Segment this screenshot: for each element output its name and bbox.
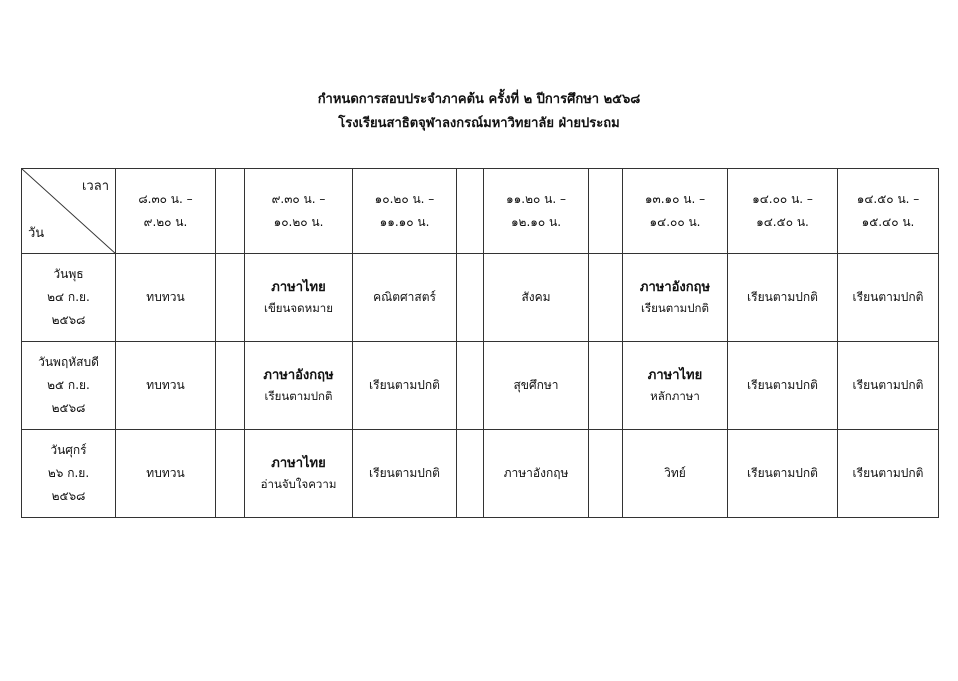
break-column [457, 254, 484, 342]
schedule-cell: เรียนตามปกติ [838, 430, 939, 518]
corner-cell [22, 169, 116, 254]
break-column [457, 342, 484, 430]
schedule-cell: ทบทวน [116, 254, 216, 342]
break-column [216, 169, 245, 254]
schedule-cell: เรียนตามปกติ [838, 342, 939, 430]
day-cell: วันศุกร์ ๒๖ ก.ย. ๒๕๖๘ [22, 430, 116, 518]
table-row [22, 342, 939, 430]
day-cell: วันพุธ ๒๔ ก.ย. ๒๕๖๘ [22, 254, 116, 342]
schedule-cell: ภาษาอังกฤษ เรียนตามปกติ [623, 254, 728, 342]
break-column [216, 254, 245, 342]
break-column [589, 254, 623, 342]
schedule-cell: ภาษาอังกฤษ เรียนตามปกติ [245, 342, 353, 430]
break-column [216, 342, 245, 430]
schedule-cell: ภาษาไทย อ่านจับใจความ [245, 430, 353, 518]
time-slot-header: ๑๔.๐๐ น. – ๑๔.๕๐ น. [728, 169, 838, 254]
schedule-cell: เรียนตามปกติ [353, 430, 457, 518]
table-row [22, 254, 939, 342]
break-column [457, 430, 484, 518]
break-column [457, 169, 484, 254]
time-slot-header: ๑๔.๕๐ น. – ๑๕.๔๐ น. [838, 169, 939, 254]
time-slot-header: ๘.๓๐ น. – ๙.๒๐ น. [116, 169, 216, 254]
day-label: วัน [28, 226, 45, 242]
time-slot-header: ๑๐.๒๐ น. – ๑๑.๑๐ น. [353, 169, 457, 254]
time-slot-header: ๑๑.๒๐ น. – ๑๒.๑๐ น. [484, 169, 589, 254]
schedule-cell: ทบทวน [116, 430, 216, 518]
time-slot-header: ๑๓.๑๐ น. – ๑๔.๐๐ น. [623, 169, 728, 254]
schedule-cell: ทบทวน [116, 342, 216, 430]
break-column [589, 169, 623, 254]
schedule-cell: วิทย์ [623, 430, 728, 518]
school-name: โรงเรียนสาธิตจุฬาลงกรณ์มหาวิทยาลัย ฝ่ายประถม [338, 116, 620, 131]
schedule-cell: ภาษาอังกฤษ [484, 430, 589, 518]
schedule-cell: เรียนตามปกติ [728, 342, 838, 430]
schedule-cell: ภาษาไทย หลักภาษา [623, 342, 728, 430]
schedule-cell: เรียนตามปกติ [728, 254, 838, 342]
schedule-cell: สุขศึกษา [484, 342, 589, 430]
time-slot-header: ๙.๓๐ น. – ๑๐.๒๐ น. [245, 169, 353, 254]
schedule-cell: เรียนตามปกติ [838, 254, 939, 342]
time-label: เวลา [81, 179, 109, 194]
break-column [589, 430, 623, 518]
break-column [216, 430, 245, 518]
schedule-cell: คณิตศาสตร์ [353, 254, 457, 342]
break-column [589, 342, 623, 430]
day-cell: วันพฤหัสบดี ๒๕ ก.ย. ๒๕๖๘ [22, 342, 116, 430]
exam-schedule-table [21, 168, 939, 518]
header-row [22, 169, 939, 254]
table-row [22, 430, 939, 518]
schedule-cell: เรียนตามปกติ [353, 342, 457, 430]
schedule-cell: เรียนตามปกติ [728, 430, 838, 518]
schedule-cell: ภาษาไทย เขียนจดหมาย [245, 254, 353, 342]
schedule-cell: สังคม [484, 254, 589, 342]
page-title: กำหนดการสอบประจำภาคต้น ครั้งที่ ๒ ปีการศึกษา ๒๕๖๘ [317, 92, 641, 107]
